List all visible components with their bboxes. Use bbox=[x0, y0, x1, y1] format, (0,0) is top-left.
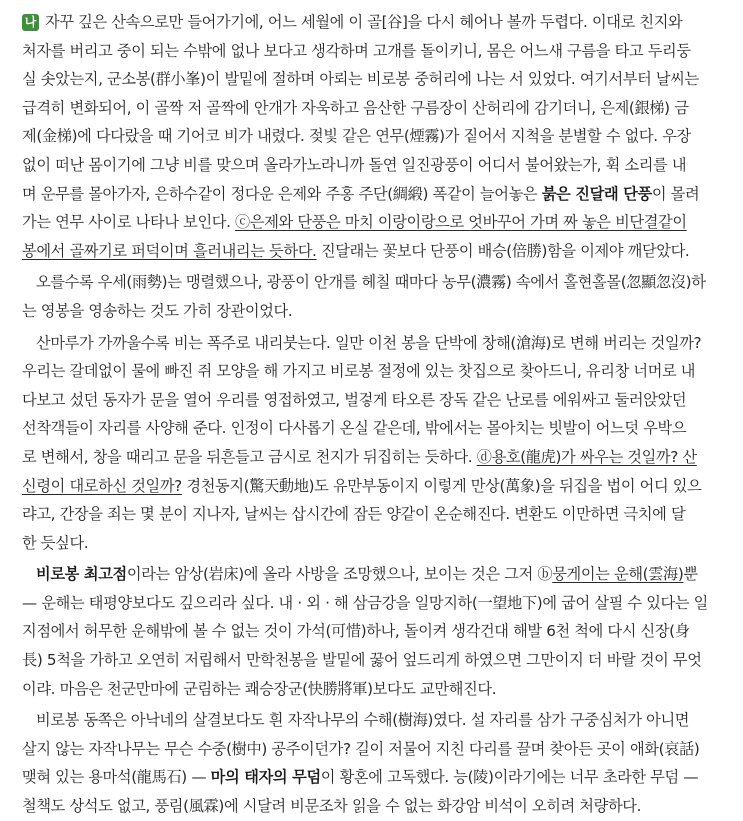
text-line bbox=[22, 500, 731, 529]
text-line bbox=[22, 180, 731, 209]
text-line bbox=[22, 65, 731, 94]
text-line bbox=[22, 297, 731, 326]
underlined-phrase: 뭉게이는 운해(雲海) bbox=[552, 565, 684, 584]
text-line bbox=[22, 37, 731, 66]
text-line bbox=[22, 792, 731, 821]
text-segment: — 운해는 태평양보다도 깊으리라 싶다. 내 · 외 · 해 삼금강을 일망지하(一望地下)에 굽어 살필 수 있다는 일 bbox=[22, 593, 708, 612]
text-segment: 살지 않는 자작나무는 무슨 수중(樹中) 공주이던가? 길이 저물어 지친 다리를 끌며 찾아든 곳이 애화(哀話) bbox=[22, 739, 700, 758]
text-segment: 지점에서 허무한 운해밖에 볼 수 없는 것이 가석(可惜)하나, 돌이켜 생각건대 해발 6천 척에 다시 신장(身 bbox=[22, 622, 690, 641]
text-segment: 로 변해서, 창을 때리고 문을 뒤흔들고 금시로 천지가 뒤집히는 듯하다. bbox=[22, 447, 477, 466]
paragraph bbox=[22, 706, 731, 820]
text-segment: 선착객들이 자리를 사양해 준다. 인정이 다사롭기 온실 같은데, 밖에서는 몰아치는 빗발이 어느덧 우박으 bbox=[22, 419, 687, 438]
text-segment: 맺혀 있는 용마석(龍馬石) — bbox=[22, 768, 211, 787]
text-segment: 철책도 상석도 없고, 풍림(風霖)에 시달려 비문조차 읽을 수 없는 화강암 비석이 오히려 처량하다. bbox=[22, 797, 642, 816]
text-segment: 경천동지(驚天動地)도 유만부동이지 이렇게 만상(萬象)을 뒤집을 법이 어디 있으 bbox=[181, 476, 702, 495]
text-segment: 실 솟았는지, 군소봉(群小峯)이 발밑에 절하며 아뢰는 비로봉 중허리에 나는 서 있었다. 여기서부터 날씨는 bbox=[22, 70, 699, 89]
text-segment: 제(金梯)에 다다랐을 때 기어코 비가 내렸다. 젖빛 같은 연무(煙霧)가 짙어서 지척을 분별할 수 없다. 우장 bbox=[22, 127, 691, 146]
text-segment: 는 영봉을 영송하는 것도 가히 장관이었다. bbox=[22, 301, 293, 320]
text-line bbox=[22, 443, 731, 472]
bold-phrase: 비로봉 최고점 bbox=[36, 565, 127, 584]
text-segment: 우리는 갈데없이 물에 빠진 쥐 모양을 해 가지고 비로봉 절정에 있는 찻집으로 찾아드니, 유리창 너머로 내 bbox=[22, 362, 696, 381]
text-line bbox=[22, 151, 731, 180]
text-line bbox=[22, 529, 731, 558]
text-segment: 이 황혼에 고독했다. 능(陵)이라기에는 너무 초라한 무덤 — bbox=[320, 768, 699, 787]
bold-phrase: 붉은 진달래 단풍 bbox=[541, 184, 652, 203]
text-segment: 이 몰려 bbox=[651, 184, 700, 203]
text-segment: 가는 연무 사이로 나타나 보인다. bbox=[22, 213, 236, 232]
text-line bbox=[22, 386, 731, 415]
text-line bbox=[22, 617, 731, 646]
underlined-phrase: ⓒ은제와 단풍은 마치 이랑이랑으로 엇바꾸어 가며 짜 놓은 비단결같이 bbox=[235, 213, 687, 232]
section-marker: 나 bbox=[22, 14, 39, 31]
text-line bbox=[22, 706, 731, 735]
text-segment: 자꾸 깊은 산속으로만 들어가기에, 어느 세월에 이 골[谷]을 다시 헤어나 볼까 두렵다. 이대로 친지와 bbox=[45, 13, 683, 31]
text-segment: 랴고, 간장을 죄는 몇 분이 지나자, 날씨는 삽시간에 잠든 양같이 온순해진다. 변환도 이만하면 극치에 달 bbox=[22, 505, 686, 524]
text-segment: 다보고 섰던 동자가 문을 열어 우리를 영접하였고, 벌겋게 타오른 장독 같은 난로를 에워싸고 둘러앉았던 bbox=[22, 390, 687, 409]
text-segment: 비로봉 동쪽은 아낙네의 살결보다도 흰 자작나무의 수해(樹海)였다. 설 자리를 삼가 구중심처가 아니면 bbox=[36, 711, 690, 730]
text-segment: 급격히 변화되어, 이 골짝 저 골짝에 안개가 자욱하고 음산한 구름장이 산허리에 감기더니, 은제(銀梯) 금 bbox=[22, 98, 689, 117]
text-segment: 없이 떠난 몸이기에 그냥 비를 맞으며 올라가노라니까 돌연 일진광풍이 어디서 불어왔는가, 휙 소리를 내 bbox=[22, 155, 687, 174]
paragraph bbox=[22, 560, 731, 703]
text-line bbox=[22, 735, 731, 764]
underlined-phrase: 봉에서 골짜기로 퍼덕이며 흘러내리는 듯하다. bbox=[22, 241, 317, 260]
text-line bbox=[22, 122, 731, 151]
text-segment: 오를수록 우세(雨勢)는 맹렬했으나, 광풍이 안개를 헤칠 때마다 농무(濃霧) 속에서 홀현홀몰(忽顯忽沒)하 bbox=[36, 273, 706, 292]
text-line bbox=[22, 646, 731, 675]
text-line bbox=[22, 675, 731, 704]
text-line bbox=[22, 414, 731, 443]
paragraph bbox=[22, 8, 731, 265]
text-segment: 뿐 bbox=[683, 565, 698, 584]
paragraph bbox=[22, 329, 731, 558]
underlined-phrase: 신령이 대로하신 것일까? bbox=[22, 476, 182, 495]
text-line bbox=[22, 237, 731, 266]
bold-phrase: 마의 태자의 무덤 bbox=[210, 768, 321, 787]
text-segment: 이랴. 마음은 천군만마에 군림하는 쾌승장군(快勝將軍)보다도 교만해진다. bbox=[22, 679, 497, 698]
text-line bbox=[22, 94, 731, 123]
text-line bbox=[22, 208, 731, 237]
text-segment: 진달래는 꽃보다 단풍이 배승(倍勝)함을 이제야 깨닫았다. bbox=[316, 241, 690, 260]
underlined-phrase: ⓓ용호(龍虎)가 싸우는 것일까? 산 bbox=[476, 447, 697, 466]
text-segment: 長) 5척을 가하고 오연히 저립해서 만학천봉을 발밑에 꿇어 엎드리게 하였으면 그만이지 더 바랄 것이 무엇 bbox=[22, 651, 702, 670]
text-segment: 산마루가 가까울수록 비는 폭주로 내리붓는다. 일만 이천 봉을 단박에 창해(滄海)로 변해 버리는 것일까? bbox=[36, 333, 702, 352]
paragraph bbox=[22, 268, 731, 325]
text-segment: 이라는 암상(岩床)에 올라 사방을 조망했으나, 보이는 것은 그저 ⓑ bbox=[126, 565, 553, 584]
text-line bbox=[22, 560, 731, 589]
text-segment: 며 운무를 몰아가자, 은하수같이 정다운 은제와 주홍 주단(綢緞) 폭같이 늘어놓은 bbox=[22, 184, 542, 203]
text-line bbox=[22, 357, 731, 386]
text-segment: 처자를 버리고 중이 되는 수밖에 없나 보다고 생각하며 고개를 돌이키니, 몸은 어느새 구름을 타고 두리둥 bbox=[22, 41, 691, 60]
text-line bbox=[22, 329, 731, 358]
text-line bbox=[22, 268, 731, 297]
text-line bbox=[22, 589, 731, 618]
text-line bbox=[22, 8, 731, 37]
text-line bbox=[22, 472, 731, 501]
text-segment: 한 듯싶다. bbox=[22, 533, 89, 552]
